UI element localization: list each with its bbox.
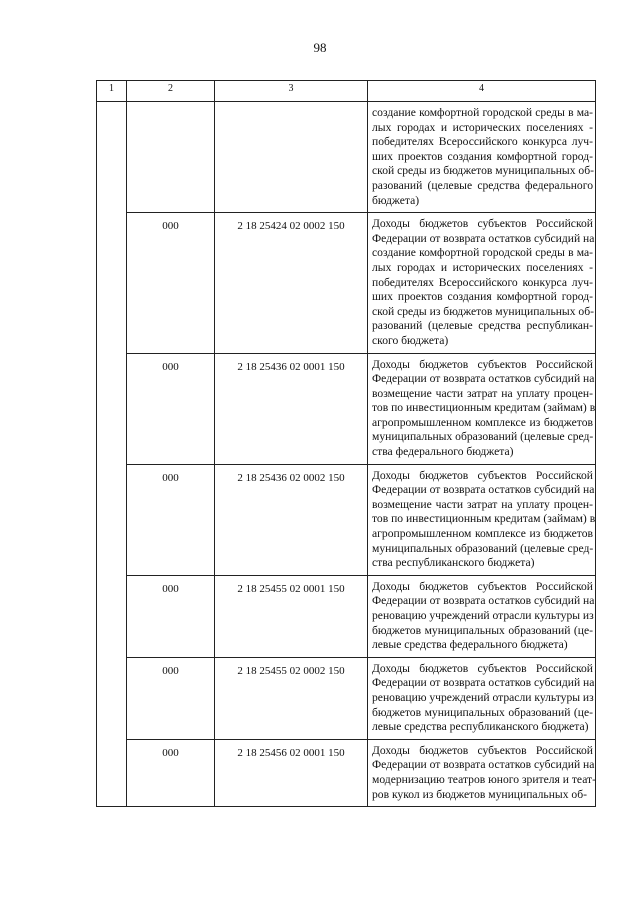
description-cell [368, 464, 596, 575]
description-line: лых городах и исторических поселениях - [372, 120, 593, 134]
description-line: победителях Всероссийского конкурса луч- [372, 135, 593, 149]
admin-code-cell: 000 [127, 657, 215, 739]
description-line: агропромышленном комплексе из бюджетов [372, 415, 593, 429]
description-cell-continuation [368, 102, 596, 213]
description-line: модернизацию театров юного зрителя и теат- [372, 772, 596, 786]
description-line: Доходы бюджетов субъектов Российской [372, 743, 593, 757]
column-header-2: 2 [127, 81, 215, 102]
description-line: ства федерального бюджета) [372, 445, 514, 459]
description-line: Доходы бюджетов субъектов Российской [372, 468, 593, 482]
description-line: Федерации от возврата остатков субсидий на [372, 231, 595, 245]
budget-codes-table [96, 80, 596, 807]
description-line: агропромышленном комплексе из бюджетов [372, 527, 593, 541]
description-line: левые средства республиканского бюджета) [372, 720, 589, 734]
admin-code-cell: 000 [127, 353, 215, 464]
description-line: тов по инвестиционным кредитам (займам) в [372, 512, 596, 526]
description-cell [368, 353, 596, 464]
description-cell [368, 657, 596, 739]
budget-code-cell: 2 18 25455 02 0001 150 [215, 575, 368, 657]
description-line: реновацию учреждений отрасли культуры из [372, 609, 594, 622]
table-row [97, 353, 596, 464]
table-row [97, 575, 596, 657]
budget-code-cell: 2 18 25436 02 0001 150 [215, 353, 368, 464]
description-line: Доходы бюджетов субъектов Российской [372, 357, 593, 371]
description-line: бюджетов муниципальных образований (це- [372, 623, 593, 637]
table-row [97, 657, 596, 739]
description-line: лых городах и исторических поселениях - [372, 260, 593, 274]
description-cell [368, 213, 596, 353]
description-line: разований (целевые средства федерального [372, 178, 593, 192]
description-line: Доходы бюджетов субъектов Российской [372, 217, 593, 231]
description-line: тов по инвестиционным кредитам (займам) в [372, 401, 596, 415]
admin-code-cell: 000 [127, 213, 215, 353]
description-line: бюджета) [372, 193, 420, 207]
description-line: ших проектов создания комфортной город- [372, 290, 593, 304]
table-body [97, 102, 596, 807]
description-line: Федерации от возврата остатков субсидий на [372, 594, 595, 608]
description-line: ров кукол из бюджетов муниципальных об- [372, 787, 587, 801]
description-line: муниципальных образований (целевые сред- [372, 541, 594, 555]
description-line: Федерации от возврата остатков субсидий на [372, 372, 595, 386]
admin-code-cell-empty [127, 102, 215, 213]
description-cell [368, 739, 596, 806]
column-header-1: 1 [97, 81, 127, 102]
budget-code-cell: 2 18 25424 02 0002 150 [215, 213, 368, 353]
description-line: Доходы бюджетов субъектов Российской [372, 661, 593, 675]
budget-code-cell: 2 18 25455 02 0002 150 [215, 657, 368, 739]
table-header-row [97, 81, 596, 102]
description-cell [368, 575, 596, 657]
column-header-3: 3 [215, 81, 368, 102]
description-line: Доходы бюджетов субъектов Российской [372, 579, 593, 593]
description-line: создание комфортной городской среды в ма- [372, 106, 593, 119]
description-line: ской среды из бюджетов муниципальных об- [372, 164, 594, 178]
description-line: возмещение части затрат на уплату процен- [372, 386, 593, 400]
description-line: ства республиканского бюджета) [372, 556, 535, 570]
description-line: левые средства федерального бюджета) [372, 638, 568, 652]
description-line: ской среды из бюджетов муниципальных об- [372, 304, 594, 318]
column-1-merged-cell [97, 102, 127, 807]
admin-code-cell: 000 [127, 739, 215, 806]
page-number: 98 [313, 40, 327, 55]
description-line: муниципальных образований (целевые сред- [372, 430, 594, 444]
description-line: разований (целевые средства республикан- [372, 319, 593, 333]
table-row [97, 464, 596, 575]
description-line: ших проектов создания комфортной город- [372, 149, 593, 163]
table-row-continuation [97, 102, 596, 213]
budget-code-cell: 2 18 25456 02 0001 150 [215, 739, 368, 806]
description-line: Федерации от возврата остатков субсидий на [372, 758, 595, 772]
column-header-4: 4 [368, 81, 596, 102]
description-line: бюджетов муниципальных образований (це- [372, 705, 593, 719]
budget-code-cell: 2 18 25436 02 0002 150 [215, 464, 368, 575]
description-line: возмещение части затрат на уплату процен- [372, 497, 593, 511]
description-line: ского бюджета) [372, 333, 449, 347]
budget-code-cell-empty [215, 102, 368, 213]
description-line: создание комфортной городской среды в ма- [372, 246, 593, 260]
table-row [97, 739, 596, 806]
description-line: реновацию учреждений отрасли культуры из [372, 690, 594, 704]
description-line: победителях Всероссийского конкурса луч- [372, 275, 593, 289]
admin-code-cell: 000 [127, 575, 215, 657]
admin-code-cell: 000 [127, 464, 215, 575]
table-row [97, 213, 596, 353]
description-line: Федерации от возврата остатков субсидий на [372, 676, 595, 690]
description-line: Федерации от возврата остатков субсидий на [372, 483, 595, 497]
